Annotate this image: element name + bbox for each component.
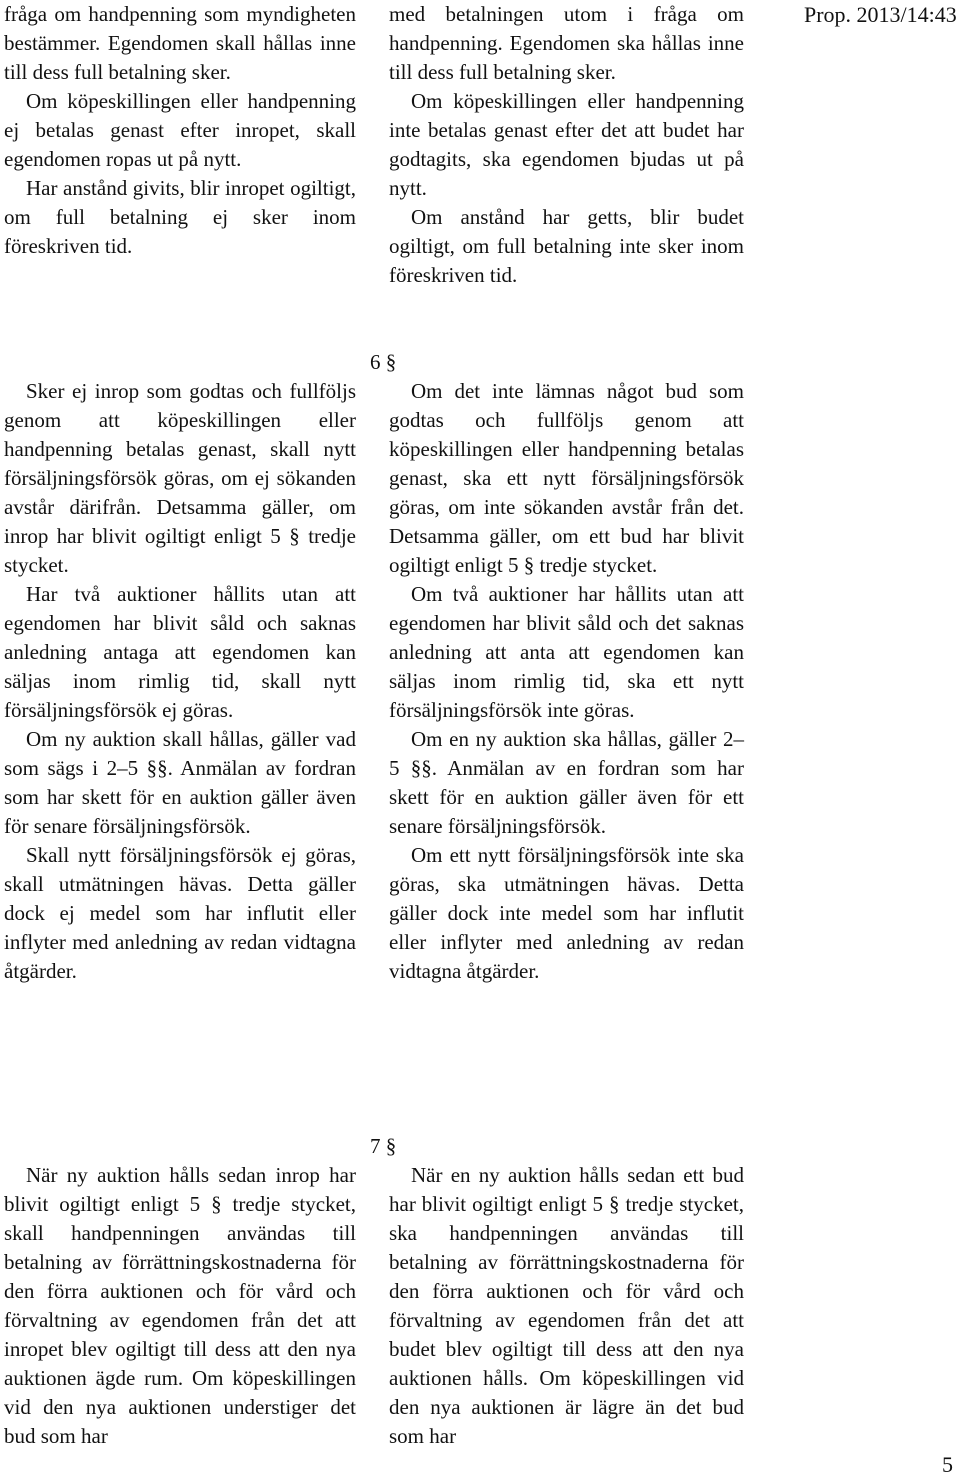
proposed-law-column-section-7 <box>389 1161 744 1451</box>
paragraph: Har två auktioner hållits utan att egendomen har blivit såld och saknas anledning antaga att egendomen kan säljas inom rimlig tid, skall nytt försäljningsförsök ej göras. <box>4 582 356 722</box>
proposition-reference: Prop. 2013/14:43 <box>804 2 957 27</box>
paragraph: Om det inte lämnas något bud som godtas och fullföljs genom att köpeskillingen eller handpenning betalas genast, ska ett nytt försäljningsförsök göras, om inte sökanden avstår från det. Detsamma gäller, om ett bud har blivit ogiltigt enligt 5 § tredje stycket. <box>389 379 744 577</box>
paragraph: Om två auktioner har hållits utan att egendomen har blivit såld och det saknas anledning att anta att egendomen kan säljas inom rimlig tid, ska ett nytt försäljningsförsök inte göras. <box>389 582 744 722</box>
current-law-column-block-1 <box>4 0 356 261</box>
paragraph: Om anstånd har getts, blir budet ogiltigt, om full betalning inte sker inom föreskriven tid. <box>389 205 744 287</box>
current-law-column-section-6 <box>4 377 356 986</box>
section-number-7: 7 § <box>370 1134 397 1158</box>
paragraph: Om ny auktion skall hållas, gäller vad som sägs i 2–5 §§. Anmälan av fordran som har skett för en auktion gäller även för senare försäljningsförsök. <box>4 727 356 838</box>
current-law-column-section-7 <box>4 1161 356 1451</box>
paragraph: Om en ny auktion ska hållas, gäller 2–5 §§. Anmälan av en fordran som har skett för en auktion gäller även för ett senare försäljningsförsök. <box>389 727 744 838</box>
paragraph: När en ny auktion hålls sedan ett bud har blivit ogiltigt enligt 5 § tredje stycket, ska handpenningen användas till betalning av förrättningskostnaderna för den förra auktionen och för vård och förvaltning av egendomen från det att budet blev ogiltigt till dess att den nya auktionen hålls. Om köpeskillingen vid den nya auktionen är lägre än det bud som har <box>389 1163 744 1448</box>
paragraph: med betalningen utom i fråga om handpenning. Egendomen ska hållas inne till dess full betalning sker. <box>389 2 744 84</box>
proposed-law-column-block-1 <box>389 0 744 290</box>
paragraph: Har anstånd givits, blir inropet ogiltigt, om full betalning ej sker inom föreskriven tid. <box>4 176 356 258</box>
paragraph: fråga om handpenning som myndigheten bestämmer. Egendomen skall hållas inne till dess full betalning sker. <box>4 2 356 84</box>
paragraph: Om ett nytt försäljningsförsök inte ska göras, ska utmätningen hävas. Detta gäller dock inte medel som har influtit eller inflyter med anledning av redan vidtagna åtgärder. <box>389 843 744 983</box>
page-number: 5 <box>942 1452 953 1477</box>
paragraph: Om köpeskillingen eller handpenning inte betalas genast efter det att budet har godtagits, ska egendomen bjudas ut på nytt. <box>389 89 744 200</box>
proposed-law-column-section-6 <box>389 377 744 986</box>
section-number-6: 6 § <box>370 350 397 374</box>
paragraph: Om köpeskillingen eller handpenning ej betalas genast efter inropet, skall egendomen ropas ut på nytt. <box>4 89 356 171</box>
paragraph: När ny auktion hålls sedan inrop har blivit ogiltigt enligt 5 § tredje stycket, skall handpenningen användas till betalning av förrättningskostnaderna för den förra auktionen och för vård och förvaltning av egendomen från det att inropet blev ogiltigt till dess att den nya auktionen ägde rum. Om köpeskillingen vid den nya auktionen understiger det bud som har <box>4 1163 356 1448</box>
paragraph: Sker ej inrop som godtas och fullföljs genom att köpeskillingen eller handpenning betalas genast, skall nytt försäljningsförsök göras, om ej sökanden avstår därifrån. Detsamma gäller, om inrop har blivit ogiltigt enligt 5 § tredje stycket. <box>4 379 356 577</box>
paragraph: Skall nytt försäljningsförsök ej göras, skall utmätningen hävas. Detta gäller dock ej medel som har influtit eller inflyter med anledning av redan vidtagna åtgärder. <box>4 843 356 983</box>
